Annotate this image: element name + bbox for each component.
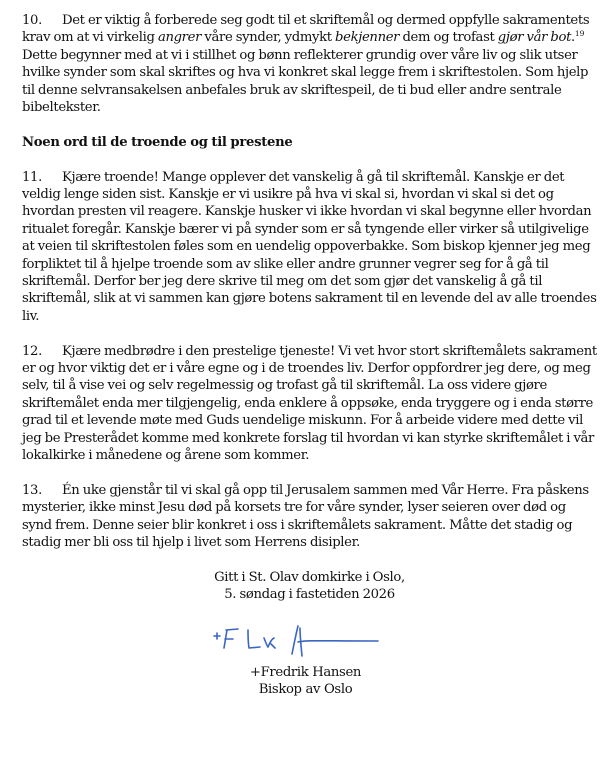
emphasis-angrer: angrer: [157, 30, 202, 46]
paragraph-number: 11.: [22, 169, 42, 185]
paragraph-text: Dette begynner med at vi i stillhet og bønn reflekterer grundig over våre liv og slik utser hvilke synder som skal skriftes og hva vi konkret skal legge frem i skriftestolen. Som hjelp til denne selvransakelsen anbefales bruk av skriftespeil, de ti bud eller andre sentrale bibeltekster.: [22, 47, 589, 116]
paragraph-number: 12.: [22, 343, 42, 359]
signer-name: +Fredrik Hansen: [249, 665, 362, 680]
paragraph-number: 13.: [22, 482, 42, 498]
paragraph-text: .: [571, 30, 575, 46]
signer-title: Biskop av Oslo: [258, 682, 353, 698]
signature-k: [264, 638, 275, 648]
signature-h: [292, 626, 378, 656]
paragraph-11: [22, 169, 597, 326]
paragraph-text: dem og trofast: [399, 30, 498, 46]
footnote-reference[interactable]: 19: [574, 29, 585, 39]
paragraph-text: Én uke gjenstår til vi skal gå opp til Jerusalem sammen med Vår Herre. Fra påskens mysterier, ikke minst Jesu død på korsets tre for våre synder, lyser seieren over død og synd frem. Denne seier blir konkret i oss i skriftemålets sakrament. Måtte det stadig og stadig mer bli oss til hjelp i livet som Herrens disipler.: [22, 482, 589, 551]
section-heading: Noen ord til de troende og til prestene: [22, 134, 293, 150]
closing-block: [22, 569, 597, 604]
paragraph-12: [22, 343, 597, 465]
paragraph-10: [22, 12, 597, 116]
signature-icon: [208, 618, 388, 660]
signature-f: [224, 629, 238, 648]
paragraph-text: Kjære troende! Mange opplever det vanskelig å gå til skriftemål. Kanskje er det veldig lenge siden sist. Kanskje er vi usikre på hva vi skal si, hvordan vi skal si det og hvordan presten vil reagere. Kanskje husker vi ikke hvordan vi skal begynne eller hvordan ritualet foregår. Kanskje bærer vi på synder som er så tyngende eller virker så utilgivelige at veien til skriftestolen føles som en uendelig oppoverbakke. Som biskop kjenner jeg meg forpliktet til å hjelpe troende som av slike eller andre grunner vegrer seg for å gå til skriftemål. Derfor ber jeg dere skrive til meg om det som gjør det vanskelig å gå til skriftemål, slik at vi sammen kan gjøre botens sakrament til en levende del av alle troendes liv.: [22, 169, 597, 324]
paragraph-number: 10.: [22, 13, 42, 28]
closing-date: 5. søndag i fastetiden 2026: [224, 587, 395, 603]
signer-block: [0, 664, 611, 699]
signature-l: [248, 630, 260, 648]
handwritten-signature: [208, 618, 388, 660]
document-page: [22, 12, 597, 604]
emphasis-bekjenner: bekjenner: [335, 30, 400, 46]
signature-plus: [214, 633, 220, 639]
paragraph-text: våre synder, ydmykt: [201, 30, 336, 46]
paragraph-text: Det er viktig å forberede seg godt til et skriftemål og dermed oppfylle sakramentets krav om at vi virkelig: [22, 13, 590, 46]
closing-place: Gitt i St. Olav domkirke i Oslo,: [214, 569, 405, 585]
emphasis-gjor-var-bot: gjør vår bot: [497, 30, 572, 46]
paragraph-text: Kjære medbrødre i den prestelige tjeneste! Vi vet hvor stort skriftemålets sakrament er og hvor viktig det er i våre egne og i de troendes liv. Derfor oppfordrer jeg dere, og meg selv, til å vise vei og selv regelmessig og trofast gå til skriftemål. La oss videre gjøre skriftemålet enda mer tilgjengelig, enda enklere å oppsøke, enda tryggere og i enda større grad til et levende møte med Guds uendelige miskunn. For å arbeide videre med dette vil jeg be Presterådet komme med konkrete forslag til hvordan vi kan styrke skriftemålet i vår lokalkirke i månedene og årene som kommer.: [22, 343, 597, 464]
paragraph-13: [22, 482, 597, 552]
